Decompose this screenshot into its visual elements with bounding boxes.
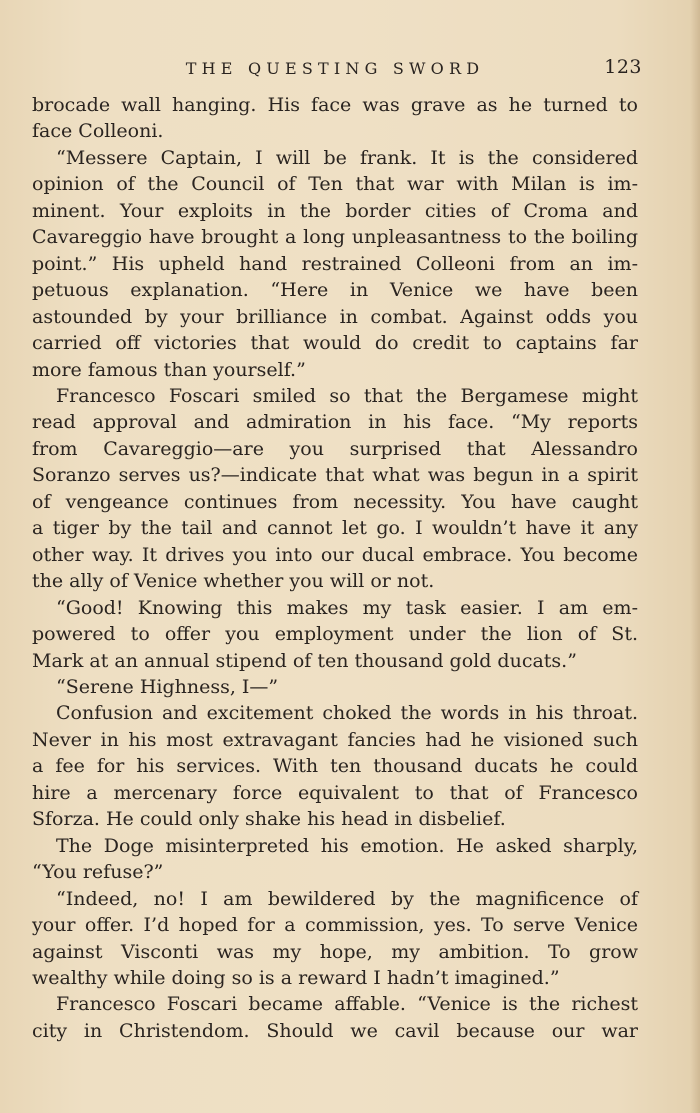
paragraph xyxy=(32,886,638,992)
text-line: against Visconti was my hope, my ambition. To grow xyxy=(32,940,638,963)
text-line: brocade wall hanging. His face was grave as he turned to xyxy=(32,94,638,116)
text-line: city in Christendom. Should we cavil because our war xyxy=(32,1019,638,1042)
text-line: Never in his most extravagant fancies had he visioned such xyxy=(32,728,638,751)
text-line: astounded by your brilliance in combat. Against odds you xyxy=(32,305,638,328)
text-line: a tiger by the tail and cannot let go. I wouldn’t have it any xyxy=(32,517,638,540)
paragraph xyxy=(32,92,638,145)
page-edge-shadow xyxy=(690,0,700,1113)
text-line: of vengeance continues from necessity. You have caught xyxy=(32,490,638,513)
text-line: Mark at an annual stipend of ten thousand gold ducats.” xyxy=(32,649,577,672)
text-line: Francesco Foscari became affable. “Venice is the richest xyxy=(56,993,638,1016)
paragraph xyxy=(32,595,638,674)
text-line: powered to offer you employment under the lion of St. xyxy=(32,623,638,646)
paragraph xyxy=(32,383,638,595)
paragraph xyxy=(32,991,638,1044)
text-line: “Good! Knowing this makes my task easier. I am em- xyxy=(56,596,638,619)
paragraph xyxy=(32,674,638,700)
body-text xyxy=(32,92,638,1044)
text-line: Confusion and excitement choked the words in his throat. xyxy=(56,702,638,725)
text-line: point.” His upheld hand restrained Colleoni from an im- xyxy=(32,252,638,275)
text-line: Francesco Foscari smiled so that the Bergamese might xyxy=(56,384,638,407)
running-title: THE QUESTING SWORD xyxy=(185,59,485,78)
paragraph xyxy=(32,833,638,886)
text-line: Sforza. He could only shake his head in disbelief. xyxy=(32,808,506,831)
text-line: the ally of Venice whether you will or not. xyxy=(32,570,435,593)
text-line: read approval and admiration in his face. “My reports xyxy=(32,411,638,434)
page-number: 123 xyxy=(604,56,642,78)
text-line: The Doge misinterpreted his emotion. He asked sharply, xyxy=(56,834,638,857)
text-line: Soranzo serves us?—indicate that what was begun in a spirit xyxy=(32,464,638,487)
text-line: more famous than yourself.” xyxy=(32,358,306,381)
text-line: “Indeed, no! I am bewildered by the magnificence of xyxy=(56,887,638,910)
text-line: other way. It drives you into our ducal embrace. You become xyxy=(32,543,638,566)
text-line: carried off victories that would do credit to captains far xyxy=(32,332,638,355)
text-line: your offer. I’d hoped for a commission, yes. To serve Venice xyxy=(32,914,638,937)
text-line: face Colleoni. xyxy=(32,120,164,143)
paragraph xyxy=(32,145,638,383)
paragraph xyxy=(32,700,638,832)
text-line: from Cavareggio—are you surprised that Alessandro xyxy=(32,437,638,460)
text-line: petuous explanation. “Here in Venice we have been xyxy=(32,279,638,302)
text-line: “Messere Captain, I will be frank. It is the considered xyxy=(56,146,638,169)
page-header xyxy=(30,56,640,84)
text-line: “You refuse?” xyxy=(32,861,164,884)
text-line: “Serene Highness, I—” xyxy=(56,675,279,698)
text-line: hire a mercenary force equivalent to that of Francesco xyxy=(32,781,638,804)
text-line: a fee for his services. With ten thousand ducats he could xyxy=(32,755,638,778)
text-line: opinion of the Council of Ten that war with Milan is im- xyxy=(32,173,638,196)
text-line: minent. Your exploits in the border cities of Croma and xyxy=(32,199,638,222)
text-line: Cavareggio have brought a long unpleasantness to the boiling xyxy=(32,226,638,249)
text-line: wealthy while doing so is a reward I hadn’t imagined.” xyxy=(32,966,560,989)
